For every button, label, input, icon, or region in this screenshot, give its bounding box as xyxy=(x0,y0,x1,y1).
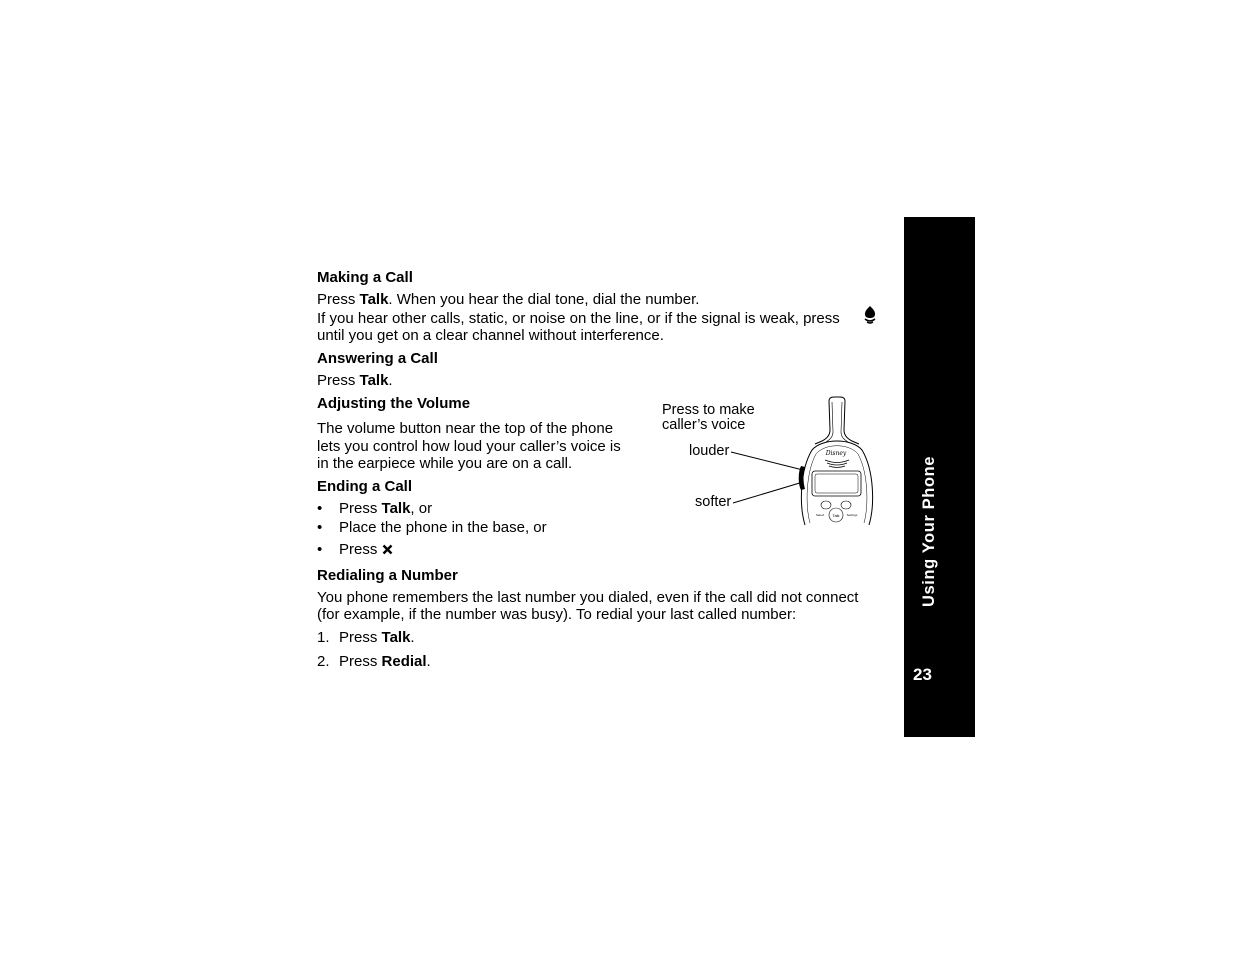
making-call-line2: If you hear other calls, static, or noise on the line, or if the signal is weak, press xyxy=(317,310,840,327)
talk-key-label: Talk xyxy=(359,291,389,308)
step-number: 1. xyxy=(317,629,330,646)
figure-caption-line2: caller’s voice xyxy=(662,417,746,433)
svg-text:Settings: Settings xyxy=(846,513,858,517)
bullet-marker: • xyxy=(317,500,323,517)
svg-text:Disney: Disney xyxy=(825,450,847,457)
volume-body-line1: The volume button near the top of the phone xyxy=(317,420,614,437)
ending-item-1: Press Talk, or xyxy=(339,500,433,517)
figure-caption-line1: Press to make xyxy=(662,402,755,418)
phone-illustration xyxy=(725,393,880,528)
heading-answering-a-call: Answering a Call xyxy=(317,350,438,367)
making-call-line1: Press Talk. When you hear the dial tone, dial the number. xyxy=(317,291,700,308)
heading-redialing-a-number: Redialing a Number xyxy=(317,567,458,584)
redial-step-2: Press Redial. xyxy=(339,653,431,670)
heading-making-a-call: Making a Call xyxy=(317,269,413,286)
redial-body-line2: (for example, if the number was busy). To redial your last called number: xyxy=(317,606,797,623)
volume-body-line3: in the earpiece while you are on a call. xyxy=(317,455,573,472)
side-tab xyxy=(904,217,975,737)
bullet-marker: • xyxy=(317,541,323,558)
answering-call-text: Press Talk. xyxy=(317,372,393,389)
channel-icon xyxy=(862,305,878,325)
redial-body-line1: You phone remembers the last number you dialed, even if the call did not connect xyxy=(317,589,859,606)
end-call-x-icon xyxy=(382,544,393,555)
ending-item-3: Press xyxy=(339,541,393,558)
heading-ending-a-call: Ending a Call xyxy=(317,478,413,495)
louder-label: louder xyxy=(689,443,730,459)
volume-body-line2: lets you control how loud your caller’s voice is xyxy=(317,438,621,455)
svg-text:Select: Select xyxy=(815,513,825,517)
bullet-marker: • xyxy=(317,519,323,536)
page-number: 23 xyxy=(913,665,932,684)
making-call-line3: until you get on a clear channel without interference. xyxy=(317,327,664,344)
side-tab-title: Using Your Phone xyxy=(920,455,938,607)
heading-adjusting-the-volume: Adjusting the Volume xyxy=(317,395,471,412)
svg-text:Talk: Talk xyxy=(832,513,840,518)
step-number: 2. xyxy=(317,653,330,670)
ending-item-2: Place the phone in the base, or xyxy=(339,519,547,536)
softer-label: softer xyxy=(695,494,732,510)
redial-step-1: Press Talk. xyxy=(339,629,415,646)
